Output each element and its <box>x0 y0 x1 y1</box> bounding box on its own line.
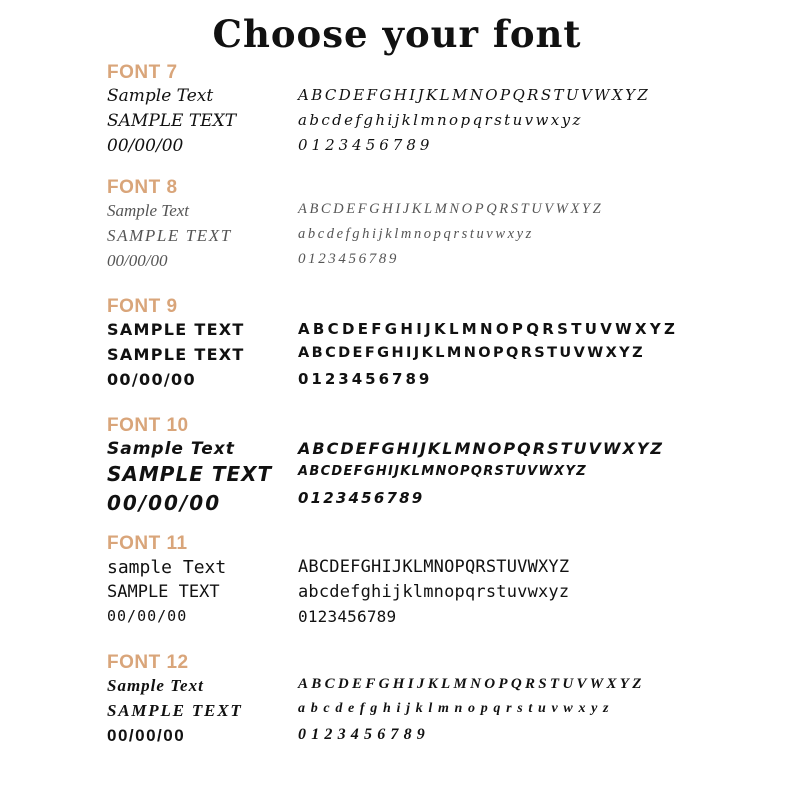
uppercase-alphabet: ABCDEFGHIJKLMNOPQRSTUVWXYZ <box>298 676 645 692</box>
digits: 0123456789 <box>298 489 425 507</box>
uppercase-alphabet-small: ABCDEFGHIJKLMNOPQRSTUVWXYZ <box>298 345 645 361</box>
font-label: FONT 8 <box>107 177 178 198</box>
sample-date: 00/00/00 <box>107 370 196 389</box>
sample-text-upper: SAMPLE TEXT <box>107 701 243 720</box>
sample-text-upper: SAMPLE TEXT <box>107 345 245 364</box>
digits: 0123456789 <box>298 370 433 388</box>
uppercase-alphabet: ABCDEFGHIJKLMNOPQRSTUVWXYZ <box>298 86 651 104</box>
page-title: Choose your font <box>212 12 582 56</box>
font-label: FONT 7 <box>107 62 178 83</box>
sample-text-upper: SAMPLE TEXT <box>107 226 232 245</box>
sample-text-mixed: Sample Text <box>107 86 214 106</box>
sample-text-mixed: Sample Text <box>107 439 235 459</box>
lowercase-alphabet: abcdefghijklmnopqrstuvwxyz <box>298 226 534 242</box>
sample-date: 00/00/00 <box>107 607 188 625</box>
lowercase-alphabet: abcdefghijklmnopqrstuvwxyz <box>298 582 570 602</box>
uppercase-alphabet: ABCDEFGHIJKLMNOPQRSTUVWXYZ <box>298 320 679 338</box>
sample-text-upper: SAMPLE TEXT <box>107 111 237 131</box>
uppercase-alphabet-small: ABCDEFGHIJKLMNOPQRSTUVWXYZ <box>298 464 587 479</box>
digits: 0123456789 <box>298 726 430 743</box>
sample-text-mixed: sample Text <box>107 557 227 578</box>
uppercase-alphabet: ABCDEFGHIJKLMNOPQRSTUVWXYZ <box>298 439 665 458</box>
font-block-11 <box>0 533 794 651</box>
lowercase-alphabet: abcdefghijklmnopqrstuvwxyz <box>298 111 583 129</box>
font-block-10 <box>0 415 794 533</box>
font-block-9 <box>0 296 794 414</box>
uppercase-alphabet: ABCDEFGHIJKLMNOPQRSTUVWXYZ <box>298 557 570 577</box>
font-label: FONT 9 <box>107 296 178 317</box>
sample-date: 00/00/00 <box>107 491 222 515</box>
font-label: FONT 11 <box>107 533 188 554</box>
font-block-7 <box>0 62 794 180</box>
sample-text-mixed: Sample Text <box>107 201 190 220</box>
digits: 0123456789 <box>298 607 397 626</box>
sample-text-mixed: SAMPLE TEXT <box>107 320 245 339</box>
font-block-12 <box>0 652 794 770</box>
font-block-8 <box>0 177 794 295</box>
digits: 0123456789 <box>298 136 434 154</box>
sample-text-mixed: Sample Text <box>107 676 204 695</box>
digits: 0123456789 <box>298 251 399 267</box>
sample-text-upper: SAMPLE TEXT <box>107 582 220 602</box>
font-label: FONT 12 <box>107 652 189 673</box>
sample-date: 00/00/00 <box>107 726 186 745</box>
sample-date: 00/00/00 <box>107 251 168 270</box>
uppercase-alphabet: ABCDEFGHIJKLMNOPQRSTUVWXYZ <box>298 201 604 217</box>
font-label: FONT 10 <box>107 415 189 436</box>
lowercase-alphabet: abcdefghijklmnopqrstuvwxyz <box>298 701 615 716</box>
sample-date: 00/00/00 <box>107 136 184 156</box>
sample-text-upper: SAMPLE TEXT <box>107 462 273 486</box>
